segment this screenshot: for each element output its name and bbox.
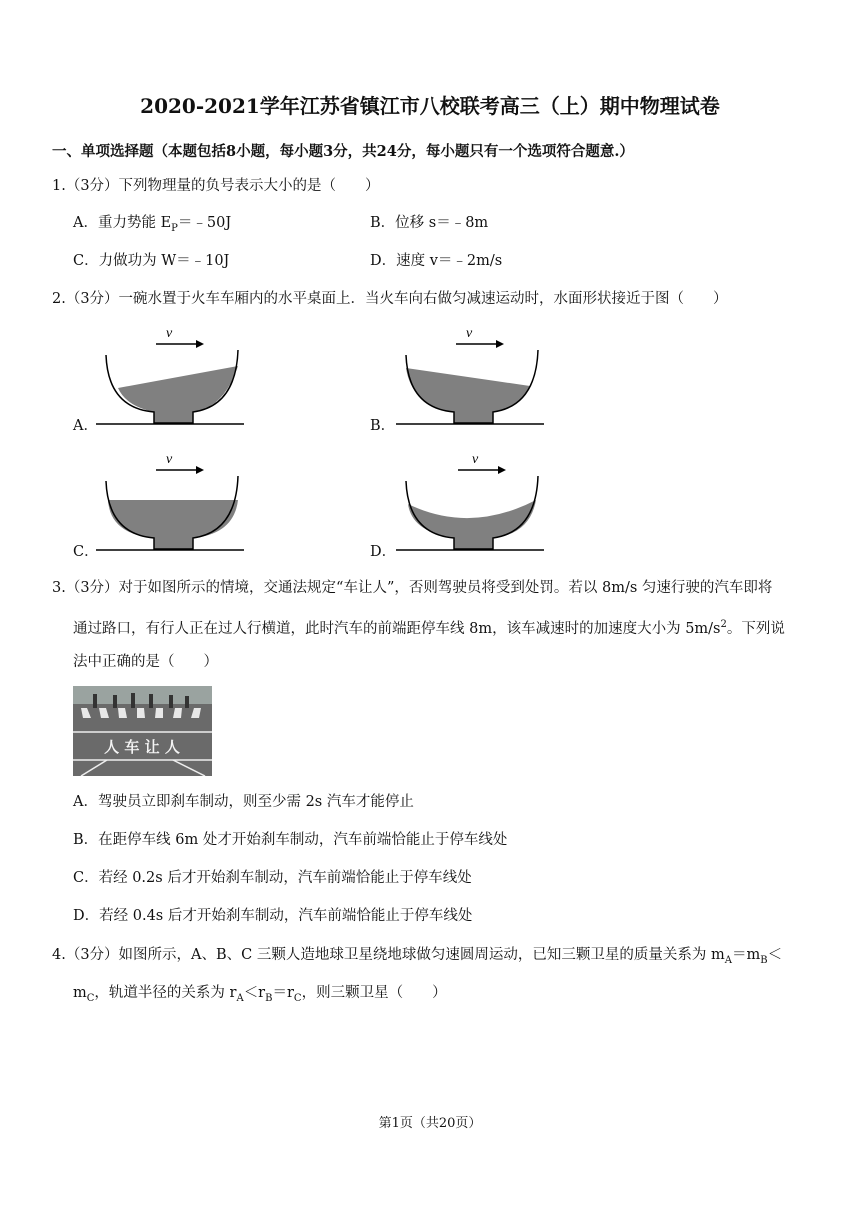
question-2-label-d: D． xyxy=(370,544,397,560)
question-3-stem-line-2: 通过路口，有行人正在过人行横道，此时汽车的前端距停车线 8m，该车减速时的加速度大小为 $5m/s^2$。下列说 xyxy=(73,619,785,637)
question-4-stem-line-2: $m_C$，轨道半径的关系为 $r_A<r_B=r_C$，则三颗卫星（ ） xyxy=(73,985,447,1004)
question-3-option-d: D．若经 0.4s 后才开始刹车制动，汽车前端恰能止于停车线处 xyxy=(73,908,473,924)
bowl-figure-d xyxy=(396,446,546,556)
bowl-figure-a xyxy=(96,320,246,430)
question-1-option-d: D．速度 v＝﹣2m/s xyxy=(370,253,503,269)
velocity-label: v xyxy=(166,326,173,341)
question-2-label-b: B． xyxy=(370,418,396,434)
crosswalk-photo xyxy=(73,686,212,776)
question-2-label-a: A． xyxy=(73,418,98,434)
question-1-stem: 1.（3分）下列物理量的负号表示大小的是（ ） xyxy=(52,178,380,194)
question-3-option-a: A．驾驶员立即刹车制动，则至少需 2s 汽车才能停止 xyxy=(73,794,414,810)
question-4-stem-line-1: 4.（3分）如图所示，A、B、C 三颗人造地球卫星绕地球做匀速圆周运动，已知三颗卫星的质量关系为 $m_A=m_B<$ xyxy=(52,947,783,966)
velocity-label: v xyxy=(472,452,479,467)
question-1-option-b: B．位移 s＝﹣8m xyxy=(370,215,489,231)
velocity-label: v xyxy=(166,452,173,467)
question-1-option-a: A．重力势能 $E_P=﹣50J$ xyxy=(73,215,232,234)
page-title: 2020-2021学年江苏省镇江市八校联考高三（上）期中物理试卷 xyxy=(140,94,720,118)
velocity-label: v xyxy=(466,326,473,341)
bowl-figure-c xyxy=(96,446,246,556)
section-heading: 一、单项选择题（本题包括8小题，每小题3分，共24分，每小题只有一个选项符合题意.） xyxy=(52,143,634,160)
question-3-stem-line-1: 3.（3分）对于如图所示的情境，交通法规定“车让人”，否则驾驶员将受到处罚。若以 8m/s 匀速行驶的汽车即将 xyxy=(52,580,773,596)
bowl-figure-b xyxy=(396,320,546,430)
question-3-stem-line-3: 法中正确的是（ ） xyxy=(73,654,218,670)
page-footer: 第1页（共20页） xyxy=(378,1116,482,1131)
question-2-stem: 2.（3分）一碗水置于火车车厢内的水平桌面上．当火车向右做匀减速运动时，水面形状接近于图（ ） xyxy=(52,291,728,307)
question-1-option-c: C．力做功为 W＝﹣10J xyxy=(73,253,230,269)
question-3-option-b: B．在距停车线 6m 处才开始刹车制动，汽车前端恰能止于停车线处 xyxy=(73,832,508,848)
crosswalk-illustration xyxy=(73,686,212,776)
question-2-label-c: C． xyxy=(73,544,99,560)
question-3-option-c: C．若经 0.2s 后才开始刹车制动，汽车前端恰能止于停车线处 xyxy=(73,870,472,886)
crosswalk-text: 人 车 让 人 xyxy=(104,738,180,756)
